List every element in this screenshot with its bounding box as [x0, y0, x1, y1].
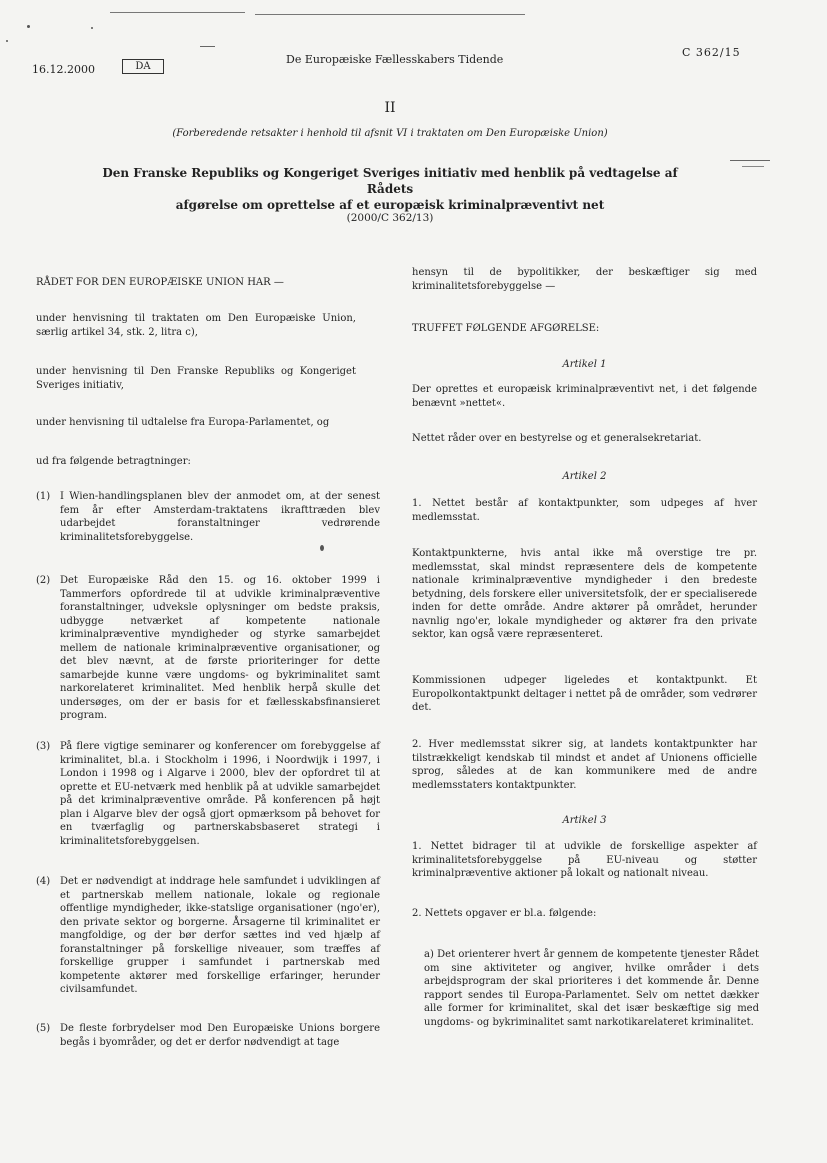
article-paragraph: Nettet råder over en bestyrelse og et generalsekretariat.	[412, 433, 702, 444]
preamble-opening: RÅDET FOR DEN EUROPÆISKE UNION HAR —	[36, 277, 284, 288]
scan-speck	[6, 40, 8, 42]
article-heading: Artikel 3	[562, 815, 607, 826]
scan-rule	[742, 166, 764, 167]
citation: under henvisning til traktaten om Den Europæiske Union, særlig artikel 34, stk. 2, litra c),	[36, 313, 356, 338]
article-paragraph: 2. Hver medlemsstat sikrer sig, at landets kontaktpunkter har tilstrækkeligt kendskab til mindst et andet af Unionens officielle sprog, således at de kan kommunikere med de andre medlemsstaters kontaktpunkter.	[412, 739, 757, 791]
document-title	[100, 165, 680, 213]
citation: ud fra følgende betragtninger:	[36, 456, 191, 467]
recital-text: I Wien-handlingsplanen blev der anmodet om, at der senest fem år efter Amsterdam-traktatens ikrafttræden blev udarbejdet foranstaltninger vedrørende kriminalitetsforebyggelse.	[60, 491, 380, 543]
header-date: 16.12.2000	[32, 63, 95, 76]
preamble-closing: hensyn til de bypolitikker, der beskæftiger sig med kriminalitetsforebyggelse —	[412, 267, 757, 292]
journal-title: De Europæiske Fællesskabers Tidende	[286, 53, 504, 66]
language-box: DA	[122, 59, 164, 74]
article-paragraph: 1. Nettet består af kontaktpunkter, som udpeges af hver medlemsstat.	[412, 498, 757, 523]
citation: under henvisning til Den Franske Republiks og Kongeriget Sveriges initiativ,	[36, 366, 356, 391]
article-paragraph: 1. Nettet bidrager til at udvikle de forskellige aspekter af kriminalitetsforebyggelse på EU-niveau og støtter kriminalpræventive aktioner på lokalt og nationalt niveau.	[412, 841, 757, 879]
recital-text: På flere vigtige seminarer og konferencer om forebyggelse af kriminalitet, bl.a. i Stockholm i 1996, i Noordwijk i 1997, i London i 1998 og i Algarve i 2000, blev der opfordret til at oprette et EU-netværk med henblik på at udvikle samarbejdet på det kriminalpræventive område. På konferencen på højt plan i Algarve blev der også gjort opmærksom på behovet for en tværfaglig og partnerskabsbaseret strategi i kriminalitetsforebyggelsen.	[60, 741, 380, 847]
scan-rule	[730, 160, 770, 161]
part-number: II	[384, 100, 396, 116]
article-paragraph: Kommissionen udpeger ligeledes et kontaktpunkt. Et Europolkontaktpunkt deltager i nettet på de områder, som vedrører det.	[412, 675, 757, 713]
recital-number: (4)	[36, 876, 51, 887]
decision-heading: TRUFFET FØLGENDE AFGØRELSE:	[412, 323, 600, 334]
recital-text: Det er nødvendigt at inddrage hele samfundet i udviklingen af et partnerskab mellem nationale, lokale og regionale offentlige myndigheder, ikke-statslige organisationer (ngo'er), den private sektor og borgerne. Årsagerne til kriminalitet er mangfoldige, og der bør derfor sættes ind ved hjælp af foranstaltninger på forskellige niveauer, som træffes af forskellige grupper i samfundet i partnerskab med kompetente aktører med forskellige erfaringer, herunder civilsamfundet.	[60, 876, 380, 995]
article-paragraph: 2. Nettets opgaver er bl.a. følgende:	[412, 908, 597, 919]
scan-speck	[91, 27, 93, 29]
article-paragraph: Der oprettes et europæisk kriminalpræventivt net, i det følgende benævnt »nettet«.	[412, 384, 757, 409]
title-line: Den Franske Republiks og Kongeriget Sveriges initiativ med henblik på vedtagelse af Rådets	[102, 166, 678, 196]
scan-speck	[320, 545, 324, 551]
article-heading: Artikel 2	[562, 471, 607, 482]
recital-number: (5)	[36, 1023, 51, 1034]
scan-rule	[110, 12, 245, 13]
scan-speck	[27, 25, 30, 28]
recital-number: (3)	[36, 741, 51, 752]
recital-text: De fleste forbrydelser mod Den Europæiske Unions borgere begås i byområder, og det er derfor nødvendigt at tage	[60, 1023, 380, 1048]
article-list-item: a) Det orienterer hvert år gennem de kompetente tjenester Rådet om sine aktiviteter og angiver, hvilke områder i dets arbejdsprogram der skal prioriteres i det kommende år. Denne rapport sendes til Europa-Parlamentet. Selv om nettet dækker alle former for kriminalitet, skal det især beskæftige sig med ungdoms- og bykriminalitet samt narkotikarelateret kriminalitet.	[424, 949, 759, 1028]
recital-number: (1)	[36, 491, 51, 502]
recital-number: (2)	[36, 575, 51, 586]
section-subheading: (Forberedende retsakter i henhold til afsnit VI i traktaten om Den Europæiske Union)	[172, 128, 608, 139]
scan-rule	[255, 14, 525, 15]
article-paragraph: Kontaktpunkterne, hvis antal ikke må overstige tre pr. medlemsstat, skal mindst repræsentere dels de kompetente nationale kriminalpræventive myndigheder i den bredeste betydning, dels forskere eller universitetsfolk, der er specialiserede inden for dette område. Andre aktører på området, herunder navnlig ngo'er, lokale myndigheder og aktører fra den private sektor, kan også være repræsenteret.	[412, 548, 757, 640]
title-line: afgørelse om oprettelse af et europæisk kriminalpræventivt net	[175, 198, 605, 212]
document-number: (2000/C 362/13)	[346, 212, 434, 224]
citation: under henvisning til udtalelse fra Europa-Parlamentet, og	[36, 417, 330, 428]
recital-text: Det Europæiske Råd den 15. og 16. oktober 1999 i Tammerfors opfordrede til at udvikle kriminalpræventive foranstaltninger, udveksle oplysninger om bedste praksis, udbygge netværket af kompetente nationale kriminalpræventive myndigheder og styrke samarbejdet mellem de nationale kriminalpræventive organisationer, og det blev nævnt, at de første prioriteringer for dette samarbejde kunne være ungdoms- og bykriminalitet samt narkorelateret kriminalitet. Med henblik herpå skulle det undersøges, om der er basis for et fællesskabsfinansieret program.	[60, 575, 380, 721]
article-heading: Artikel 1	[562, 359, 607, 370]
page-reference: C 362/15	[682, 46, 741, 59]
page-header	[0, 45, 827, 75]
